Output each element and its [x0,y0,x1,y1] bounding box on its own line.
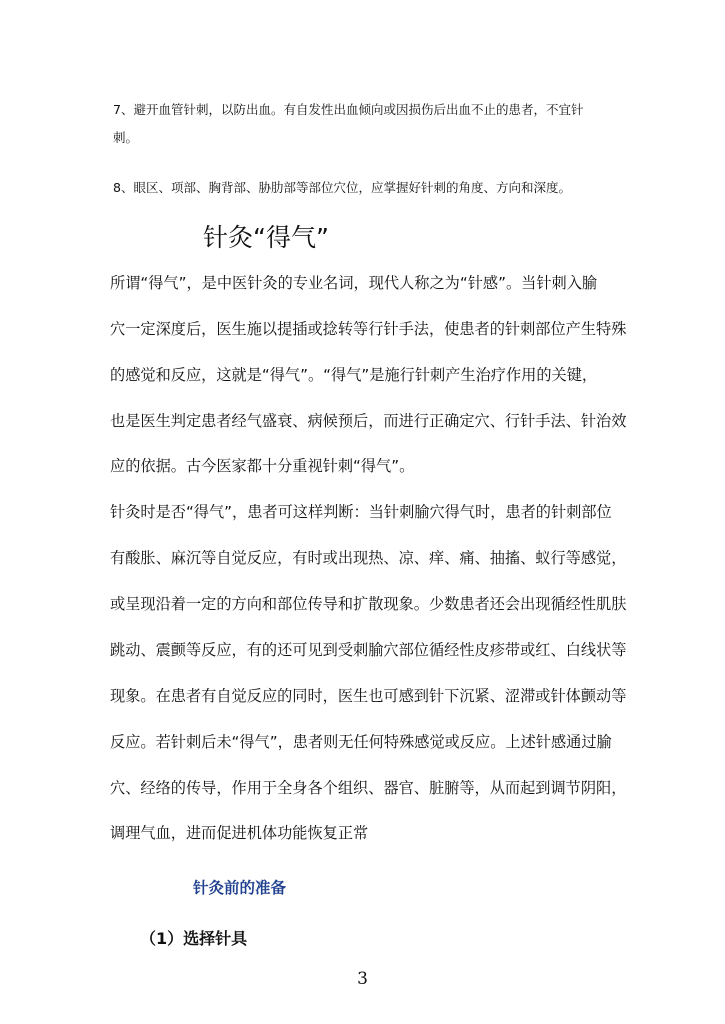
paragraph-line: 现象。在患者有自觉反应的同时，医生也可感到针下沉紧、涩滞或针体颤动等 [110,687,627,705]
text-line: 7、避开血管针刺，以防出血。有自发性出血倾向或因损伤后出血不止的患者，不宜针 [113,102,584,117]
paragraph-line: 反应。若针刺后未“得气”，患者则无任何特殊感觉或反应。上述针感通过腧 [110,733,612,751]
paragraph-line: 调理气血，进而促进机体功能恢复正常 [110,824,369,842]
section-heading: 针灸“得气” [203,223,329,252]
paragraph-line: 的感觉和反应，这就是“得气”。“得气”是施行针刺产生治疗作用的关键， [110,366,598,384]
paragraph-line: 所谓“得气”，是中医针灸的专业名词，现代人称之为“针感”。当针刺入腧 [110,274,598,292]
text-line: 刺。 [113,130,139,145]
paragraph-line: 也是医生判定患者经气盛衰、病候预后，而进行正确定穴、行针手法、针治效 [110,412,627,430]
paragraph-line: 跳动、震颤等反应，有的还可见到受刺腧穴部位循经性皮疹带或红、白线状等 [110,641,627,659]
text-line: 8、眼区、项部、胸背部、胁肋部等部位穴位，应掌握好针刺的角度、方向和深度。 [113,180,571,195]
paragraph-line: 有酸胀、麻沉等自觉反应，有时或出现热、凉、痒、痛、抽搐、蚁行等感觉， [110,549,627,567]
paragraph-line: 针灸时是否“得气”，患者可这样判断：当针刺腧穴得气时，患者的针刺部位 [110,503,612,521]
subsection-title: （1）选择针具 [140,929,248,948]
paragraph-line: 或呈现沿着一定的方向和部位传导和扩散现象。少数患者还会出现循经性肌肤 [110,595,627,613]
section-title: 针灸前的准备 [193,879,287,897]
page-number: 3 [357,969,368,989]
paragraph-line: 穴一定深度后，医生施以提插或捻转等行针手法，使患者的针刺部位产生特殊 [110,320,627,338]
paragraph-line: 穴、经络的传导，作用于全身各个组织、器官、脏腑等，从而起到调节阴阳， [110,779,627,797]
paragraph-line: 应的依据。古今医家都十分重视针刺“得气”。 [110,457,415,475]
